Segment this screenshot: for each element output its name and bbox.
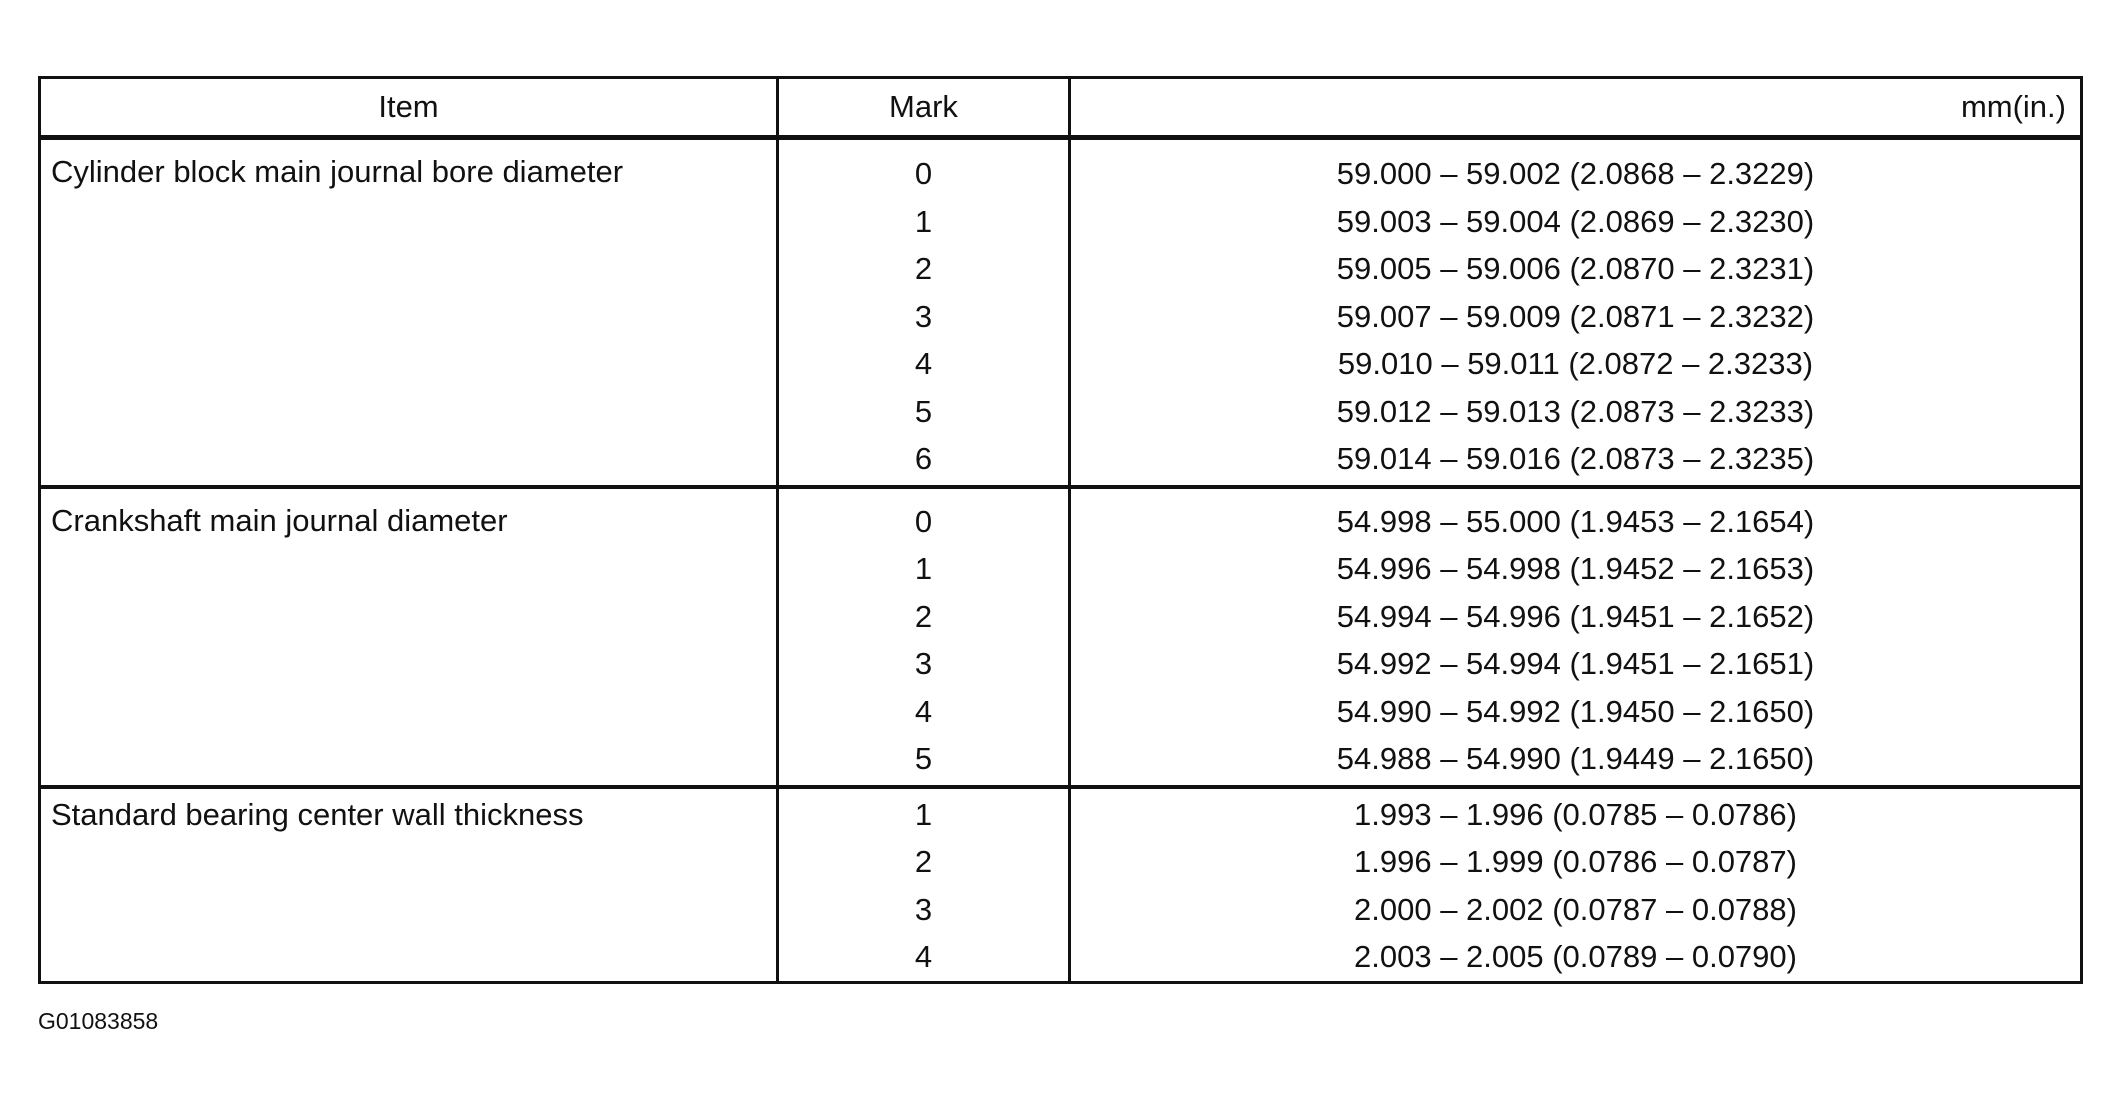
range-value: 54.990 – 54.992 (1.9450 – 2.1650) xyxy=(1336,693,1815,729)
mark-value: 5 xyxy=(914,393,933,429)
range-value: 1.996 – 1.999 (0.0786 – 0.0787) xyxy=(1354,844,1797,879)
range-value: 54.988 – 54.990 (1.9449 – 2.1650) xyxy=(1336,741,1815,776)
mark-cell xyxy=(778,787,1070,983)
range-value: 2.003 – 2.005 (0.0789 – 0.0790) xyxy=(1354,939,1797,974)
range-value: 59.007 – 59.009 (2.0871 – 2.3232) xyxy=(1336,298,1815,334)
mark-value: 0 xyxy=(914,503,933,539)
mark-value: 4 xyxy=(914,939,933,974)
range-value: 1.993 – 1.996 (0.0785 – 0.0786) xyxy=(1354,796,1797,832)
range-value: 59.000 – 59.002 (2.0868 – 2.3229) xyxy=(1336,156,1815,191)
mark-value: 3 xyxy=(914,298,933,334)
mark-value: 1 xyxy=(914,203,933,239)
range-value: 2.000 – 2.002 (0.0787 – 0.0788) xyxy=(1354,891,1797,927)
mark-value: 2 xyxy=(914,844,933,879)
header-item: Item xyxy=(40,78,778,138)
table-row xyxy=(40,787,2082,983)
mark-cell xyxy=(778,487,1070,787)
range-value: 54.996 – 54.998 (1.9452 – 2.1653) xyxy=(1336,551,1815,586)
mark-value: 1 xyxy=(914,551,933,586)
mark-value: 6 xyxy=(914,441,933,476)
mark-cell xyxy=(778,138,1070,487)
range-value: 59.003 – 59.004 (2.0869 – 2.3230) xyxy=(1336,203,1815,239)
mark-value: 3 xyxy=(914,891,933,927)
table-header xyxy=(40,78,2082,138)
item-cell: Crankshaft main journal diameter xyxy=(40,487,778,787)
range-value: 59.010 – 59.011 (2.0872 – 2.3233) xyxy=(1337,346,1814,381)
mark-value: 4 xyxy=(914,693,933,729)
table-row xyxy=(40,487,2082,787)
value-cell xyxy=(1070,787,2082,983)
mark-value: 2 xyxy=(914,251,933,286)
range-value: 59.014 – 59.016 (2.0873 – 2.3235) xyxy=(1336,441,1815,476)
mark-value: 1 xyxy=(914,796,933,832)
mark-value: 3 xyxy=(914,646,933,681)
value-cell xyxy=(1070,487,2082,787)
header-mark: Mark xyxy=(778,78,1070,138)
mark-value: 5 xyxy=(914,741,933,776)
range-value: 59.012 – 59.013 (2.0873 – 2.3233) xyxy=(1336,393,1815,429)
range-value: 54.992 – 54.994 (1.9451 – 2.1651) xyxy=(1336,646,1815,681)
header-row xyxy=(40,78,2082,138)
mark-value: 2 xyxy=(914,598,933,634)
figure-id: G01083858 xyxy=(38,1008,159,1034)
range-value: 54.994 – 54.996 (1.9451 – 2.1652) xyxy=(1336,598,1815,634)
mark-value: 0 xyxy=(914,156,933,191)
value-cell xyxy=(1070,138,2082,487)
spec-table xyxy=(38,76,2083,984)
table-row xyxy=(40,138,2082,487)
range-value: 59.005 – 59.006 (2.0870 – 2.3231) xyxy=(1336,251,1815,286)
range-value: 54.998 – 55.000 (1.9453 – 2.1654) xyxy=(1336,503,1815,539)
item-cell: Standard bearing center wall thickness xyxy=(40,787,778,983)
mark-value: 4 xyxy=(914,346,933,381)
item-cell: Cylinder block main journal bore diameter xyxy=(40,138,778,487)
header-unit: mm(in.) xyxy=(1070,78,2082,138)
table-body xyxy=(40,138,2082,983)
